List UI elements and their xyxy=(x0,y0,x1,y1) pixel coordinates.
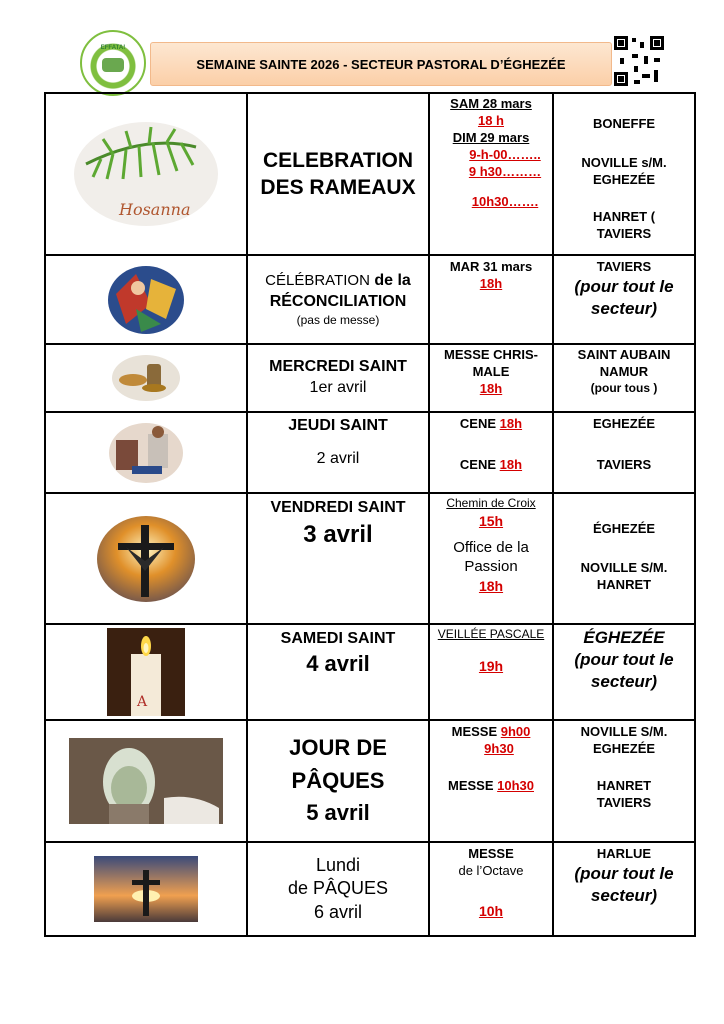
time-cell xyxy=(429,344,553,412)
table-row xyxy=(45,842,695,936)
event-title: CELEBRATION xyxy=(262,148,414,172)
place-text: SAINT AUBAIN xyxy=(577,347,671,362)
service-label: VEILLÉE PASCALE xyxy=(437,627,545,641)
place-cell xyxy=(553,842,695,936)
time-text: 18h xyxy=(499,456,523,472)
mass-label: MESSE CHRIS- xyxy=(444,347,538,362)
event-cell xyxy=(247,493,429,624)
mass-label: MESSE xyxy=(451,724,498,739)
time-cell xyxy=(429,720,553,842)
time-text: 10h30 xyxy=(497,777,534,793)
place-text: EGHEZÉE xyxy=(592,740,656,756)
event-cell xyxy=(247,93,429,255)
time-text: 9h00 xyxy=(500,724,531,739)
paschal-candle-image xyxy=(107,628,185,716)
place-cell xyxy=(553,344,695,412)
time-cell xyxy=(429,255,553,344)
table-row xyxy=(45,720,695,842)
event-title: Lundi xyxy=(315,854,361,875)
sunset-cross-image xyxy=(94,856,198,922)
place-cell xyxy=(553,720,695,842)
place-text: (pour tous ) xyxy=(590,380,658,395)
place-text: EGHEZÉE xyxy=(592,416,656,431)
service-label: Passion xyxy=(464,558,518,576)
event-title: DES RAMEAUX xyxy=(260,176,416,199)
place-text: TAVIERS xyxy=(596,456,652,472)
place-text: NOVILLE S/M. xyxy=(580,559,668,575)
event-title: VENDREDI SAINT xyxy=(270,499,406,516)
event-title: MERCREDI SAINT xyxy=(269,358,407,376)
image-cell xyxy=(45,255,247,344)
mass-label: MALE xyxy=(472,363,510,379)
time-text: 9h30 xyxy=(484,740,514,756)
event-title: JOUR DE xyxy=(289,735,387,761)
mass-label: CENE xyxy=(459,456,497,472)
table-row xyxy=(45,493,695,624)
place-text: EGHEZÉE xyxy=(592,171,656,187)
time-text: 18h xyxy=(479,275,503,291)
time-text: 18h xyxy=(499,416,523,431)
event-title: 2 avril xyxy=(316,449,360,467)
event-title: SAMEDI SAINT xyxy=(280,630,396,647)
schedule-table xyxy=(44,92,696,937)
place-cell xyxy=(553,93,695,255)
place-text: secteur) xyxy=(590,885,658,905)
time-text: 15h xyxy=(478,512,504,529)
image-cell xyxy=(45,720,247,842)
time-cell xyxy=(429,412,553,493)
page-title-text: SEMAINE SAINTE 2026 - SECTEUR PASTORAL D’ÉGHEZÉE xyxy=(196,56,566,72)
event-title: de la xyxy=(374,271,411,289)
washing-feet-image xyxy=(108,422,184,484)
event-title: 1er avril xyxy=(309,379,367,396)
time-cell xyxy=(429,493,553,624)
date-text: SAM 28 mars xyxy=(450,96,532,111)
event-cell xyxy=(247,344,429,412)
time-text: 9-h-00…….. xyxy=(469,146,541,162)
place-cell xyxy=(553,412,695,493)
time-text: 10h30……. xyxy=(471,194,539,210)
event-title: 4 avril xyxy=(306,650,370,676)
time-text: 18h xyxy=(478,577,504,594)
place-text: HARLUE xyxy=(596,846,652,861)
place-text: TAVIERS xyxy=(596,225,652,241)
place-text: NOVILLE S/M. xyxy=(580,724,668,739)
event-cell xyxy=(247,412,429,493)
place-cell xyxy=(553,624,695,720)
parish-logo xyxy=(80,30,146,96)
event-cell xyxy=(247,842,429,936)
place-cell xyxy=(553,493,695,624)
time-text: 9 h30……… xyxy=(468,163,542,179)
place-text: NOVILLE s/M. xyxy=(581,154,667,170)
event-cell xyxy=(247,255,429,344)
logo-text: EFFATA! xyxy=(100,45,126,51)
mass-label: CENE xyxy=(459,416,497,431)
table-row xyxy=(45,344,695,412)
image-cell xyxy=(45,842,247,936)
place-text: HANRET xyxy=(596,576,652,592)
mass-label: MESSE xyxy=(468,846,514,861)
event-title: 5 avril xyxy=(306,800,370,826)
time-cell xyxy=(429,842,553,936)
place-text: ÉGHEZÉE xyxy=(592,521,656,536)
service-label: Chemin de Croix xyxy=(446,496,536,510)
stained-glass-image xyxy=(106,264,186,336)
date-text: MAR 31 mars xyxy=(449,259,533,274)
service-label: Office de la xyxy=(453,538,529,556)
time-text: 19h xyxy=(478,657,504,674)
place-text: BONEFFE xyxy=(592,116,656,131)
event-title: de PÂQUES xyxy=(287,878,389,899)
time-cell xyxy=(429,624,553,720)
event-title: PÂQUES xyxy=(291,767,385,793)
empty-tomb-image xyxy=(69,738,223,824)
place-text: (pour tout le xyxy=(574,650,674,670)
event-title: JEUDI SAINT xyxy=(288,417,388,434)
date-text: DIM 29 mars xyxy=(452,129,530,145)
event-title: 6 avril xyxy=(313,901,362,922)
time-text: 18 h xyxy=(477,112,504,128)
mass-label: MESSE xyxy=(447,777,494,793)
logo-emblem xyxy=(102,58,124,72)
crucifix-image xyxy=(96,515,196,603)
place-text: TAVIERS xyxy=(596,794,652,810)
place-text: ÉGHEZÉE xyxy=(583,628,665,647)
event-note: (pas de messe) xyxy=(296,312,380,327)
mass-label: de l’Octave xyxy=(458,862,524,878)
place-text: (pour tout le xyxy=(574,276,674,296)
place-text: HANRET ( xyxy=(592,208,656,224)
qr-code xyxy=(614,36,664,86)
table-row xyxy=(45,93,695,255)
place-text: TAVIERS xyxy=(596,259,652,274)
time-text: 18h xyxy=(479,380,503,396)
image-cell xyxy=(45,493,247,624)
table-row xyxy=(45,412,695,493)
image-cell xyxy=(45,93,247,255)
table-row xyxy=(45,255,695,344)
place-text: HANRET xyxy=(596,777,652,793)
image-cell xyxy=(45,412,247,493)
time-text: 10h xyxy=(478,902,504,919)
event-title: 3 avril xyxy=(303,520,373,548)
place-text: secteur) xyxy=(590,298,658,318)
event-title: RÉCONCILIATION xyxy=(269,292,407,310)
event-cell xyxy=(247,624,429,720)
event-cell xyxy=(247,720,429,842)
image-cell xyxy=(45,344,247,412)
svg-text:A: A xyxy=(137,694,148,710)
page-title xyxy=(150,42,612,86)
place-cell xyxy=(553,255,695,344)
event-title: CÉLÉBRATION xyxy=(265,271,370,289)
image-cell xyxy=(45,624,247,720)
place-text: NAMUR xyxy=(599,363,649,379)
table-row xyxy=(45,624,695,720)
time-cell xyxy=(429,93,553,255)
holy-oils-image xyxy=(111,354,181,402)
palm-hosanna-image xyxy=(71,119,221,229)
hosanna-caption: Hosanna xyxy=(119,200,191,219)
place-text: (pour tout le xyxy=(574,863,674,883)
place-text: secteur) xyxy=(590,672,658,692)
